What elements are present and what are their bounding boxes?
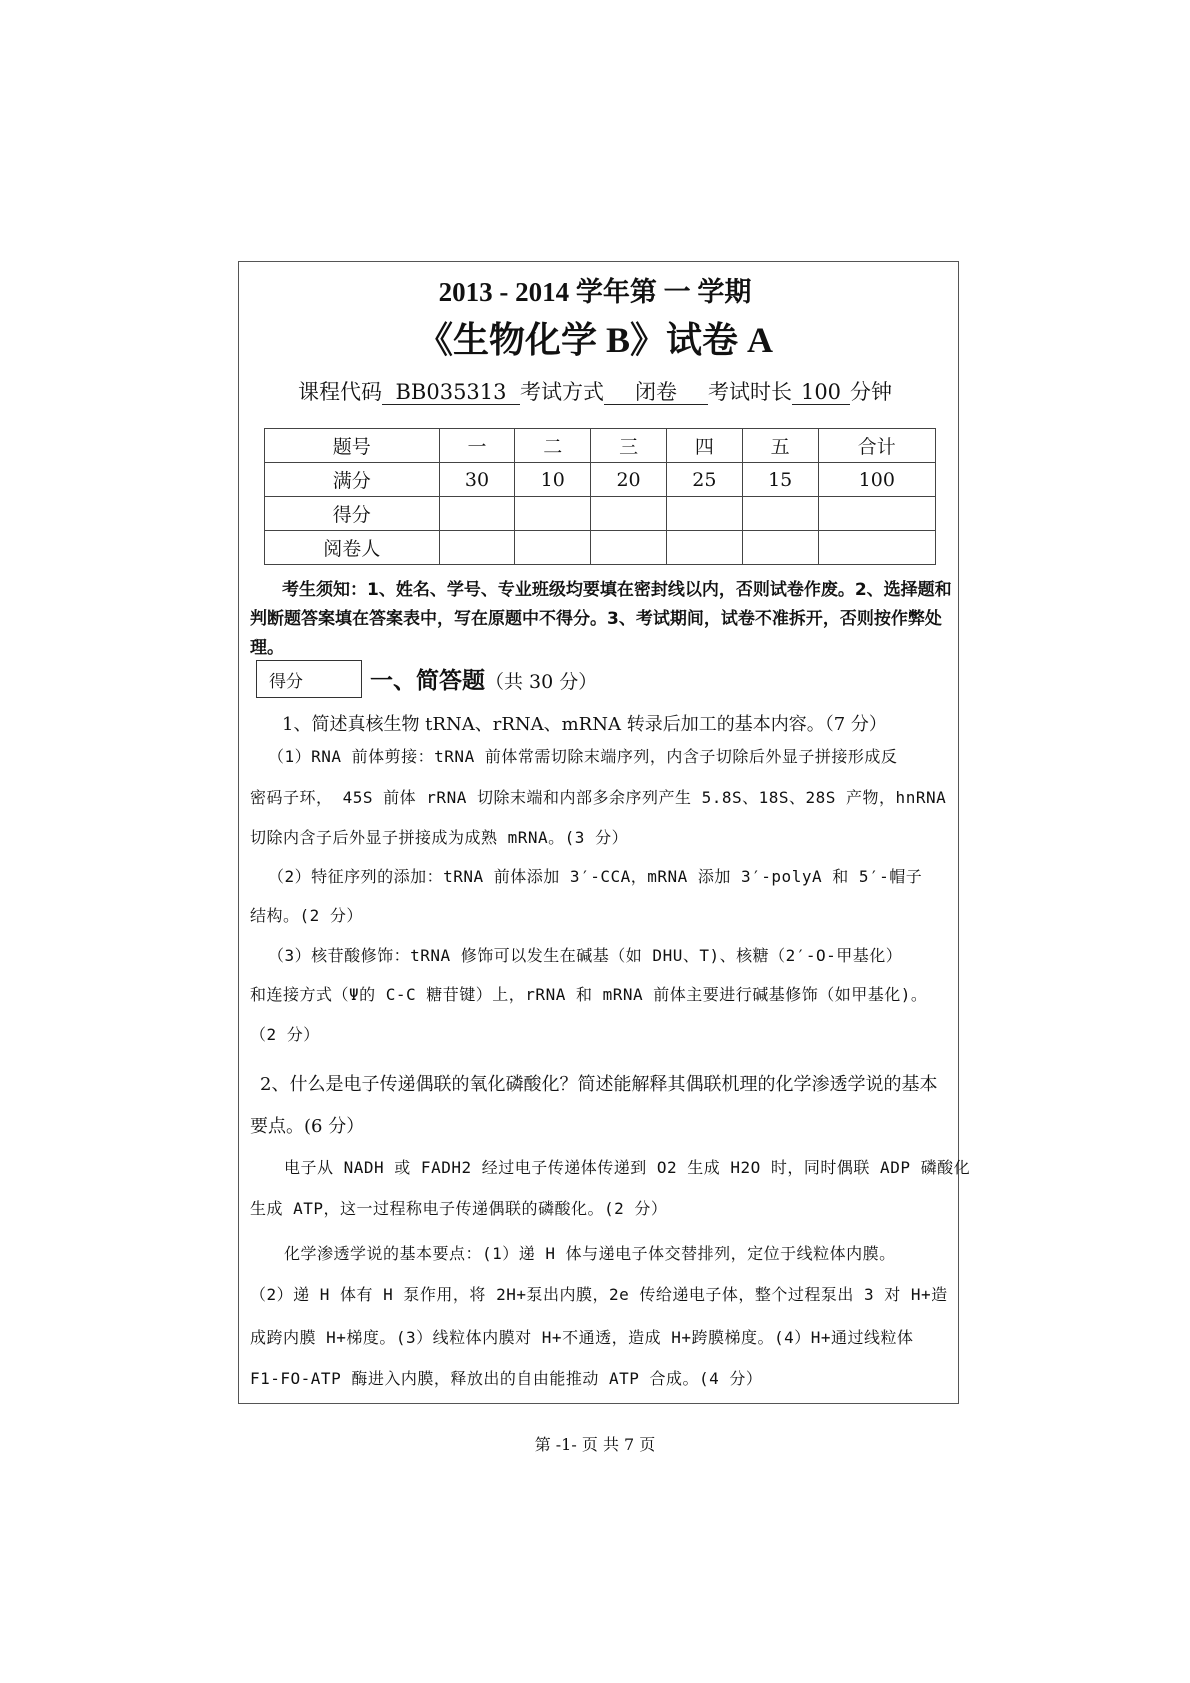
table-cell: 三 — [591, 429, 667, 463]
section-heading — [370, 662, 597, 695]
term-heading: 2013 - 2014 学年第 一 学期 — [438, 277, 752, 307]
answer-line: 密码子环， 45S 前体 rRNA 切除末端和内部多余序列产生 5.8S、18S、28S 产物，hnRNA — [250, 788, 947, 807]
grader-cell — [515, 531, 591, 565]
score-cell — [591, 497, 667, 531]
table-cell: 四 — [666, 429, 742, 463]
table-cell: 10 — [515, 463, 591, 497]
score-cell — [818, 497, 935, 531]
answer-line: F1-FO-ATP 酶进入内膜，释放出的自由能推动 ATP 合成。(4 分） — [250, 1369, 763, 1388]
duration-label: 考试时长 — [708, 380, 792, 404]
table-row-score — [265, 497, 936, 531]
answer-line: 成跨内膜 H+梯度。(3）线粒体内膜对 H+不通透，造成 H+跨膜梯度。(4）H+通过线粒体 — [250, 1328, 914, 1347]
page-footer: 第 -1- 页 共 7 页 — [534, 1435, 656, 1454]
grader-cell — [666, 531, 742, 565]
table-cell: 25 — [666, 463, 742, 497]
section-score-box: 得分 — [256, 660, 362, 698]
exam-mode-value: 闭卷 — [604, 380, 708, 405]
question-2-cont: 要点。(6 分） — [250, 1116, 365, 1137]
table-cell: 20 — [591, 463, 667, 497]
table-cell: 二 — [515, 429, 591, 463]
score-table — [264, 428, 936, 565]
exam-notice: 考生须知：1、姓名、学号、专业班级均要填在密封线以内，否则试卷作废。2、选择题和判断题答案填在答案表中，写在原题中不得分。3、考试期间，试卷不准拆开，否则按作弊处理。 — [250, 580, 952, 658]
answer-line: 结构。(2 分） — [250, 906, 363, 925]
table-cell: 30 — [439, 463, 515, 497]
table-cell: 100 — [818, 463, 935, 497]
answer-line: （1）RNA 前体剪接：tRNA 前体常需切除末端序列，内含子切除后外显子拼接形成反 — [268, 747, 898, 766]
table-cell: 五 — [742, 429, 818, 463]
answer-line: 和连接方式（Ψ的 C-C 糖苷键）上，rRNA 和 mRNA 前体主要进行碱基修饰（如甲基化)。 — [250, 985, 928, 1004]
grader-cell — [818, 531, 935, 565]
course-info-line — [298, 376, 892, 406]
score-cell — [742, 497, 818, 531]
section-points: （共 30 分） — [485, 671, 598, 693]
question-2: 2、什么是电子传递偶联的氧化磷酸化？简述能解释其偶联机理的化学渗透学说的基本 — [260, 1074, 938, 1095]
table-cell: 题号 — [265, 429, 440, 463]
answer-line: （2）特征序列的添加：tRNA 前体添加 3′-CCA，mRNA 添加 3′-polyA 和 5′-帽子 — [268, 867, 923, 886]
table-row-full-marks — [265, 463, 936, 497]
table-row-question-number — [265, 429, 936, 463]
duration-value: 100 — [792, 380, 850, 405]
table-cell: 得分 — [265, 497, 440, 531]
answer-line: （2）递 H 体有 H 泵作用，将 2H+泵出内膜，2e 传给递电子体，整个过程泵出 3 对 H+造 — [250, 1285, 948, 1304]
score-cell — [439, 497, 515, 531]
course-code-label: 课程代码 — [298, 380, 382, 404]
table-cell: 合计 — [818, 429, 935, 463]
exam-mode-label: 考试方式 — [520, 380, 604, 404]
grader-cell — [742, 531, 818, 565]
table-row-grader — [265, 531, 936, 565]
table-cell: 阅卷人 — [265, 531, 440, 565]
score-cell — [666, 497, 742, 531]
table-cell: 一 — [439, 429, 515, 463]
answer-line: （3）核苷酸修饰：tRNA 修饰可以发生在碱基（如 DHU、T)、核糖（2′-O-甲基化） — [268, 946, 903, 965]
exam-title: 《生物化学 B》试卷 A — [416, 320, 773, 360]
table-cell: 15 — [742, 463, 818, 497]
answer-line: 切除内含子后外显子拼接成为成熟 mRNA。(3 分） — [250, 828, 629, 847]
grader-cell — [439, 531, 515, 565]
question-1: 1、简述真核生物 tRNA、rRNA、mRNA 转录后加工的基本内容。（7 分） — [282, 714, 887, 735]
score-cell — [515, 497, 591, 531]
course-code-value: BB035313 — [382, 380, 520, 405]
answer-line: 化学渗透学说的基本要点：(1）递 H 体与递电子体交替排列，定位于线粒体内膜。 — [284, 1244, 896, 1263]
table-cell: 满分 — [265, 463, 440, 497]
answer-line: （2 分） — [250, 1025, 320, 1044]
section-title: 一、简答题 — [370, 667, 485, 694]
answer-line: 生成 ATP，这一过程称电子传递偶联的磷酸化。(2 分） — [250, 1199, 668, 1218]
duration-unit: 分钟 — [850, 380, 892, 404]
grader-cell — [591, 531, 667, 565]
answer-line: 电子从 NADH 或 FADH2 经过电子传递体传递到 O2 生成 H2O 时，同时偶联 ADP 磷酸化 — [284, 1158, 971, 1177]
